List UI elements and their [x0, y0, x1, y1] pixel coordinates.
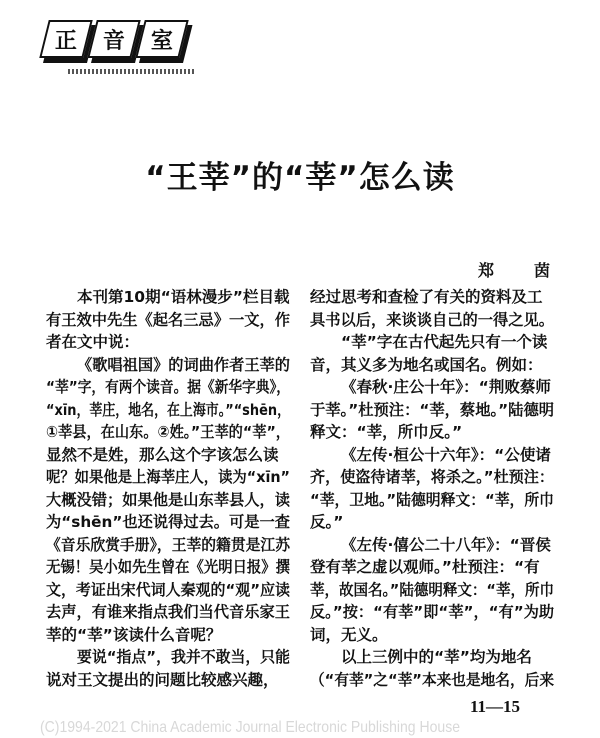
column-logo	[44, 20, 184, 58]
text-line	[310, 421, 554, 444]
text-line-content: 大概没错；如果他是山东莘县人，读	[46, 490, 290, 509]
text-line-content: 说对王文提出的问题比较感兴趣，	[46, 670, 279, 689]
text-line	[310, 376, 554, 399]
text-line-content: “莘，卫地。”陆德明释文：“莘，所巾	[310, 490, 554, 509]
text-line	[310, 669, 554, 692]
text-line	[310, 556, 554, 579]
logo-shadow-stripe	[68, 69, 196, 74]
text-line-content: 有王效中先生《起名三忌》一文，作	[46, 310, 290, 329]
text-line	[46, 354, 290, 377]
text-line	[310, 489, 554, 512]
logo-tile: 音	[87, 20, 140, 58]
text-line	[46, 444, 290, 467]
text-line	[46, 624, 290, 647]
logo-tile: 室	[135, 20, 188, 58]
text-line	[46, 466, 290, 489]
text-line	[46, 331, 290, 354]
copyright-watermark	[40, 719, 580, 737]
text-line-content: 《歌唱祖国》的词曲作者王莘的	[77, 355, 290, 374]
text-line	[46, 579, 290, 602]
text-line	[46, 601, 290, 624]
text-line-content: （“有莘”之“莘”本来也是地名，后来	[310, 670, 554, 689]
text-line	[46, 309, 290, 332]
text-line-content: 音，其义多为地名或国名。例如：	[310, 355, 543, 374]
text-line-content: 文，考证出宋代词人秦观的“观”应读	[46, 580, 290, 599]
article-title: “王莘”的“莘”怎么读	[145, 160, 455, 196]
text-line-content: 词，无义。	[310, 625, 388, 644]
text-line-content: 者在文中说：	[46, 333, 140, 351]
text-line-content: 经过思考和查检了有关的资料及工	[310, 288, 543, 306]
text-line-content: 《左传·桓公十六年》：“公使诸	[341, 445, 551, 464]
text-line-content: 反。”按：“有莘”即“莘”，“有”为助	[310, 603, 554, 621]
text-line-content: 无锡！吴小如先生曾在《光明日报》撰	[46, 558, 290, 576]
text-line	[46, 286, 290, 309]
logo-tile: 正	[39, 20, 92, 58]
text-line	[46, 511, 290, 534]
text-line	[310, 534, 554, 557]
text-line-content: 具书以后，来谈谈自己的一得之见。	[310, 310, 554, 329]
text-line-content: 为“shēn”也还说得过去。可是一查	[46, 513, 290, 531]
text-line-content: “莘”字，有两个读音。据《新华字典》，	[46, 378, 290, 396]
text-line-content: 《左传·僖公二十八年》：“晋侯	[341, 535, 551, 554]
page-number: 11—15	[470, 697, 521, 716]
right-column	[310, 286, 554, 691]
text-line	[310, 646, 554, 669]
text-line-content: 于莘。”杜预注：“莘，蔡地。”陆德明	[310, 400, 554, 419]
text-line-content: 反。”	[310, 513, 344, 531]
text-line	[310, 601, 554, 624]
text-line-content: 去声，有谁来指点我们当代音乐家王	[46, 603, 290, 621]
text-line-content: 显然不是姓，那么这个字该怎么读	[46, 445, 279, 464]
text-line	[310, 579, 554, 602]
text-line-content: “莘”字在古代起先只有一个读	[341, 333, 548, 351]
text-line-content: 莘的“莘”该读什么音呢？	[46, 625, 222, 644]
text-line	[46, 421, 290, 444]
text-line	[310, 286, 554, 309]
text-line	[310, 624, 554, 647]
left-column	[46, 286, 290, 691]
text-line	[310, 399, 554, 422]
text-line-content: 以上三例中的“莘”均为地名	[341, 648, 532, 666]
text-line	[310, 511, 554, 534]
text-line	[46, 646, 290, 669]
text-line-content: 《音乐欣赏手册》，王莘的籍贯是江苏	[46, 535, 290, 554]
text-line-content: ①莘县，在山东。②姓。”王莘的“莘”，	[46, 423, 290, 441]
text-line-content: 《春秋·庄公十年》：“荆败蔡师	[341, 378, 551, 396]
text-line-content: 要说“指点”，我并不敢当，只能	[77, 648, 290, 666]
watermark-text: (C)1994-2021 China Academic Journal Electronic Publishing House	[40, 719, 460, 736]
text-line	[46, 399, 290, 422]
text-line	[310, 309, 554, 332]
text-line	[310, 444, 554, 467]
text-line	[46, 534, 290, 557]
text-line-content: 释文：“莘，所巾反。”	[310, 423, 463, 441]
text-line-content: “xīn，莘庄，地名，在上海市。”“shēn，	[46, 400, 290, 419]
text-line-content: 莘，故国名。”陆德明释文：“莘，所巾	[310, 580, 554, 599]
article-author: 郑 茵	[478, 261, 563, 280]
text-line	[46, 556, 290, 579]
text-line-content: 呢？如果他是上海莘庄人，读为“xīn”	[46, 468, 290, 486]
text-line	[310, 466, 554, 489]
text-line	[310, 331, 554, 354]
text-line	[46, 489, 290, 512]
text-line-content: 齐，使盗待诸莘，将杀之。”杜预注：	[310, 468, 554, 486]
text-line	[310, 354, 554, 377]
text-line	[46, 376, 290, 399]
text-line-content: 本刊第10期“语林漫步”栏目载	[77, 288, 290, 306]
text-line	[46, 669, 290, 692]
text-line-content: 登有莘之虚以观师。”杜预注：“有	[310, 558, 540, 576]
